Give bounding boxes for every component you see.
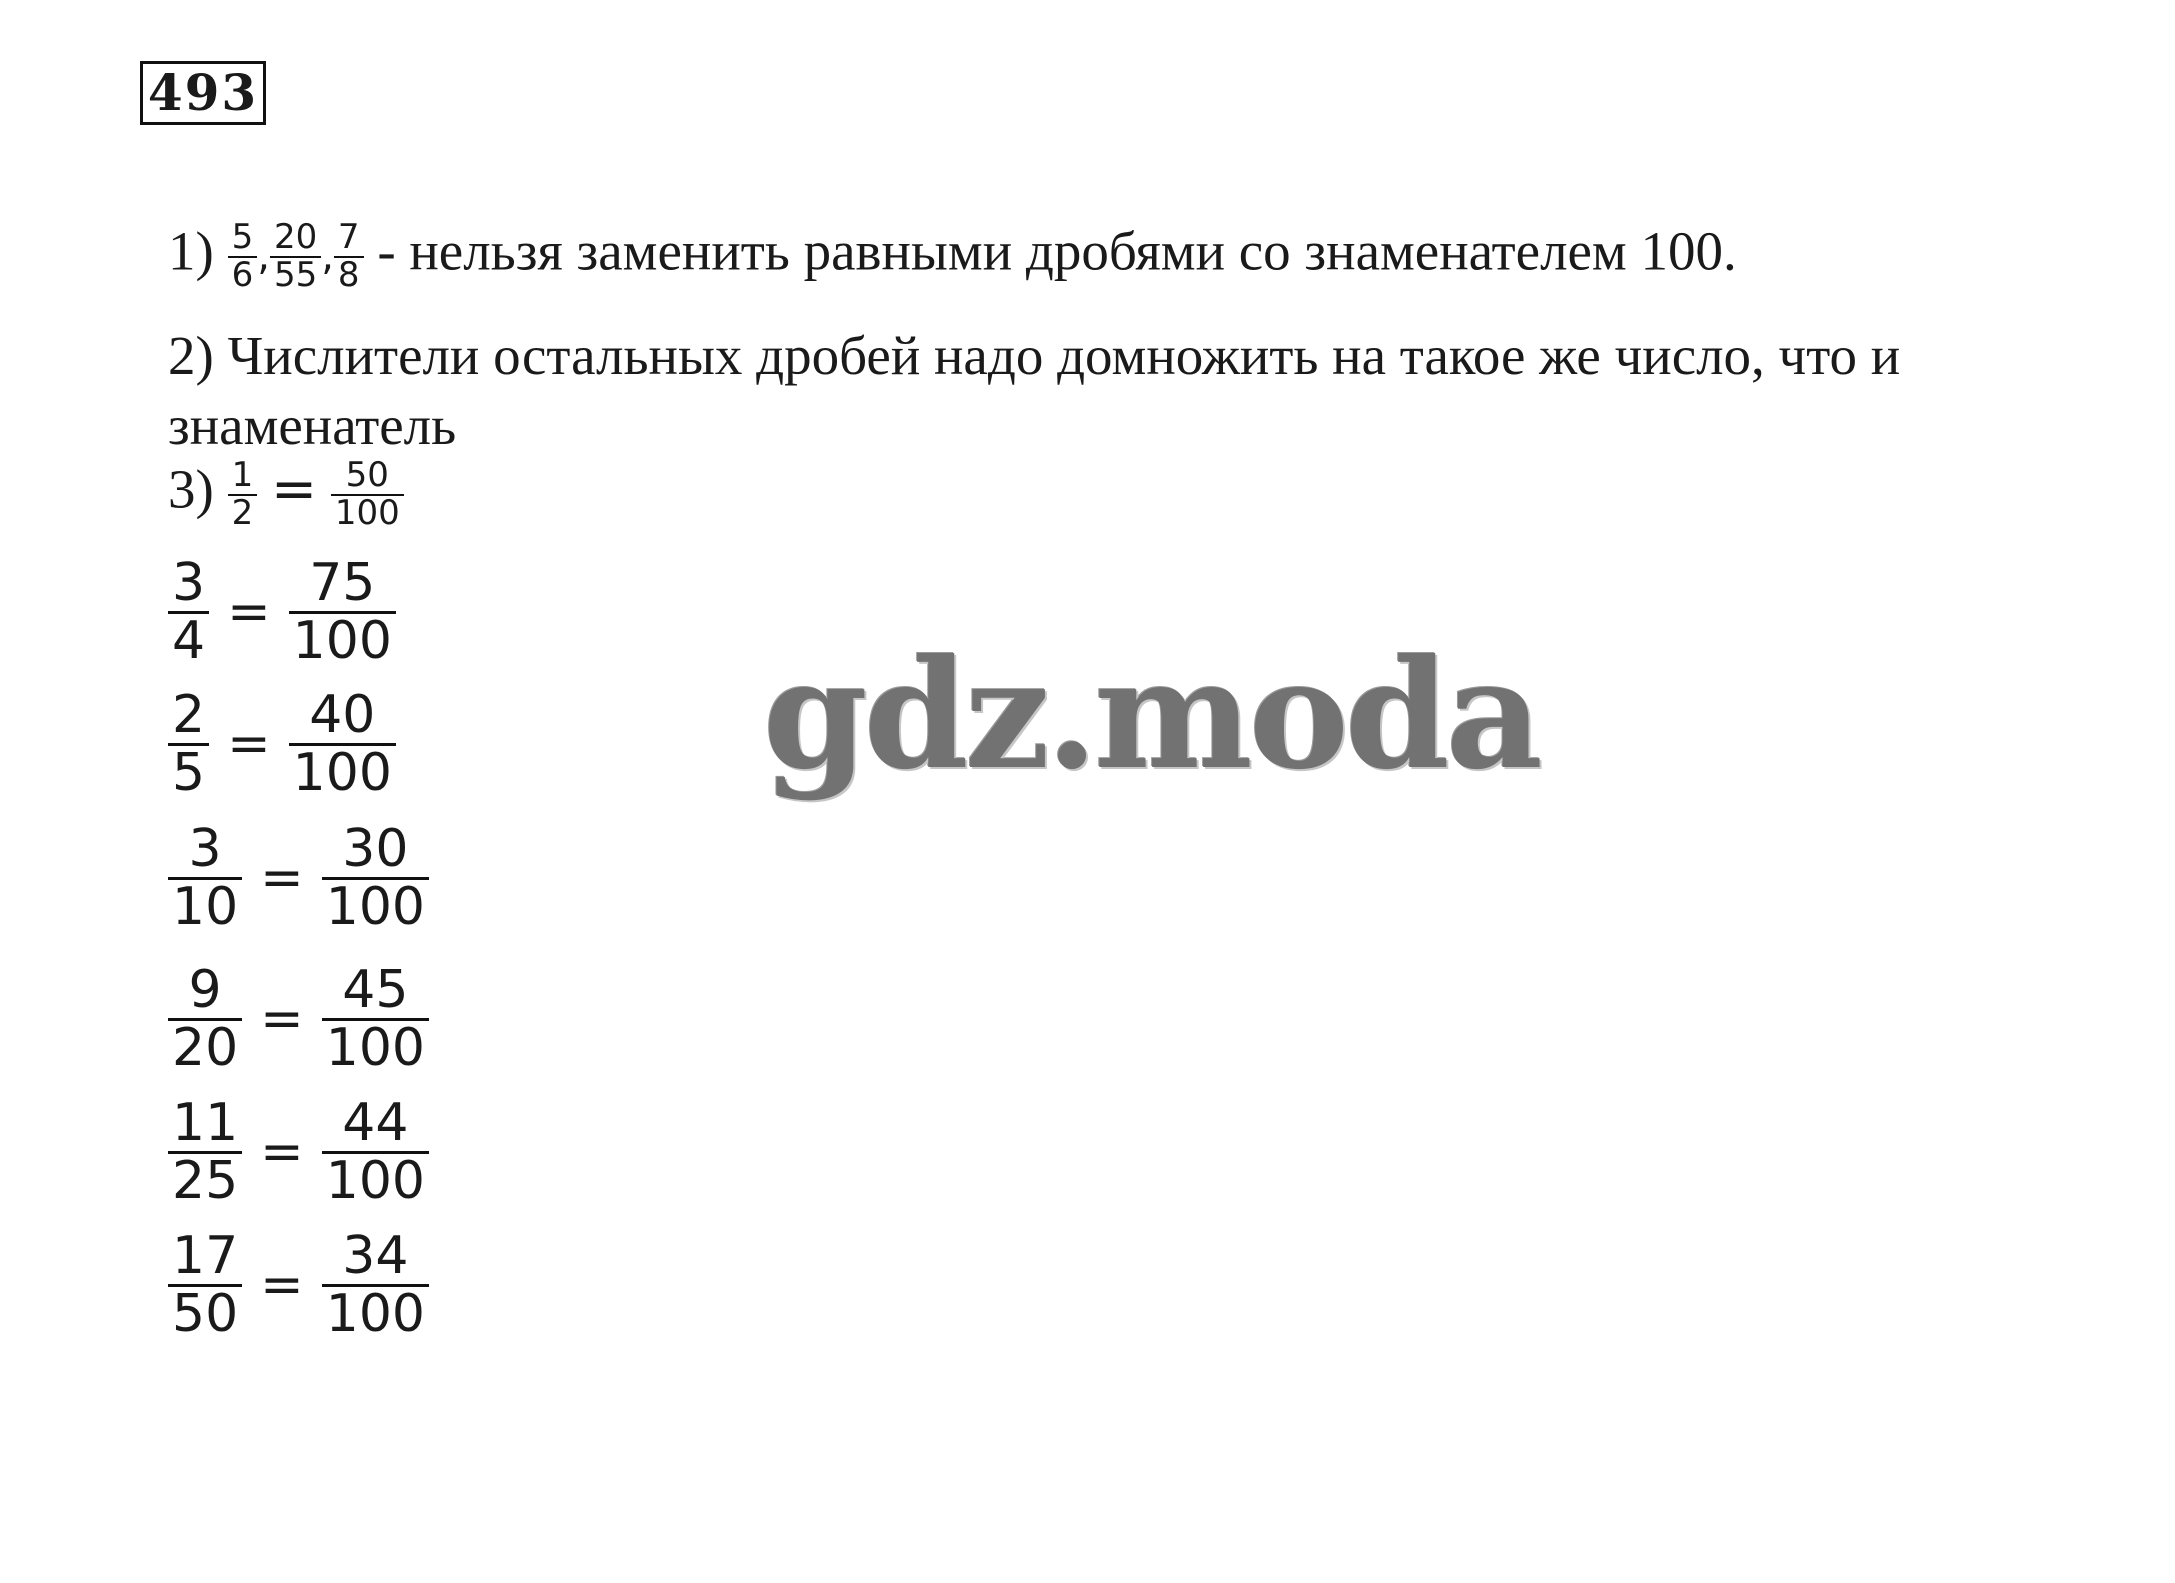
item-3-line — [168, 455, 404, 533]
fraction-denominator: 100 — [325, 1017, 426, 1078]
equation-right-fraction — [322, 960, 429, 1078]
item-1-line — [168, 217, 1737, 295]
fraction-numerator: 50 — [345, 455, 389, 495]
equals-sign: = — [227, 582, 271, 643]
equation-row — [168, 553, 396, 671]
equation-left-fraction — [168, 685, 209, 803]
equation-row — [168, 1226, 429, 1344]
fraction-denominator: 2 — [231, 492, 254, 533]
fraction-numerator: 7 — [337, 217, 360, 257]
fraction-denominator: 20 — [172, 1017, 239, 1078]
equals-sign: = — [260, 1122, 304, 1183]
fraction-numerator: 30 — [342, 819, 409, 879]
equation-left-fraction — [168, 553, 209, 671]
item-1-label: 1) — [168, 220, 214, 282]
fraction-denominator: 100 — [292, 742, 392, 803]
equation-left-fraction — [168, 1093, 242, 1211]
fraction-denominator: 100 — [325, 1150, 426, 1211]
equals-sign: = — [260, 848, 304, 909]
fraction-numerator: 1 — [231, 455, 254, 495]
equation-right-fraction — [322, 1093, 429, 1211]
equation-left-fraction — [228, 455, 258, 533]
equation-left-fraction — [168, 1226, 242, 1344]
equation-row — [168, 819, 429, 937]
equation-left-fraction — [168, 960, 242, 1078]
fraction-numerator: 44 — [342, 1093, 409, 1153]
fraction-numerator: 3 — [188, 819, 222, 879]
item-1-fraction — [334, 217, 364, 295]
equation-left-fraction — [168, 819, 242, 937]
fraction-denominator: 55 — [273, 254, 318, 295]
fraction-denominator: 100 — [325, 1283, 426, 1344]
fraction-numerator: 17 — [172, 1226, 239, 1286]
item-2-line-1: 2) Числители остальных дробей надо домножить на такое же число, что и — [168, 325, 1901, 386]
fraction-numerator: 45 — [342, 960, 409, 1020]
item-3-label: 3) — [168, 458, 214, 520]
equation-row — [168, 685, 396, 803]
equation-right-fraction — [331, 455, 404, 533]
fraction-denominator: 6 — [231, 254, 254, 295]
fraction-denominator: 8 — [337, 254, 360, 295]
fraction-numerator: 11 — [172, 1093, 239, 1153]
problem-number-box: 493 — [140, 61, 266, 125]
fraction-numerator: 34 — [342, 1226, 409, 1286]
fraction-denominator: 25 — [172, 1150, 239, 1211]
comma: , — [321, 233, 334, 280]
fraction-numerator: 5 — [231, 217, 254, 257]
equation-right-fraction — [289, 685, 396, 803]
fraction-denominator: 100 — [334, 492, 400, 533]
equation-row — [168, 960, 429, 1078]
item-2-line-2: знаменатель — [168, 395, 457, 456]
comma: , — [257, 233, 270, 280]
fraction-denominator: 100 — [325, 876, 426, 937]
fraction-numerator: 75 — [309, 553, 376, 613]
fraction-numerator: 9 — [188, 960, 222, 1020]
fraction-numerator: 3 — [172, 553, 206, 613]
fraction-denominator: 100 — [292, 610, 392, 671]
equals-sign: = — [260, 1255, 304, 1316]
equation-right-fraction — [289, 553, 396, 671]
fraction-denominator: 10 — [172, 876, 239, 937]
fraction-denominator: 50 — [172, 1283, 239, 1344]
item-1-text: - нельзя заменить равными дробями со знаменателем 100. — [377, 220, 1737, 282]
fraction-denominator: 5 — [172, 742, 206, 803]
equation-right-fraction — [322, 1226, 429, 1344]
item-1-fraction — [270, 217, 321, 295]
equals-sign: = — [270, 456, 318, 521]
item-1-fraction — [228, 217, 258, 295]
fraction-numerator: 20 — [273, 217, 318, 257]
fraction-numerator: 40 — [309, 685, 376, 745]
watermark: gdz.moda — [763, 627, 1540, 803]
equals-sign: = — [260, 989, 304, 1050]
equation-right-fraction — [322, 819, 429, 937]
equals-sign: = — [227, 714, 271, 775]
equation-row — [168, 1093, 429, 1211]
fraction-numerator: 2 — [172, 685, 206, 745]
fraction-denominator: 4 — [172, 610, 206, 671]
